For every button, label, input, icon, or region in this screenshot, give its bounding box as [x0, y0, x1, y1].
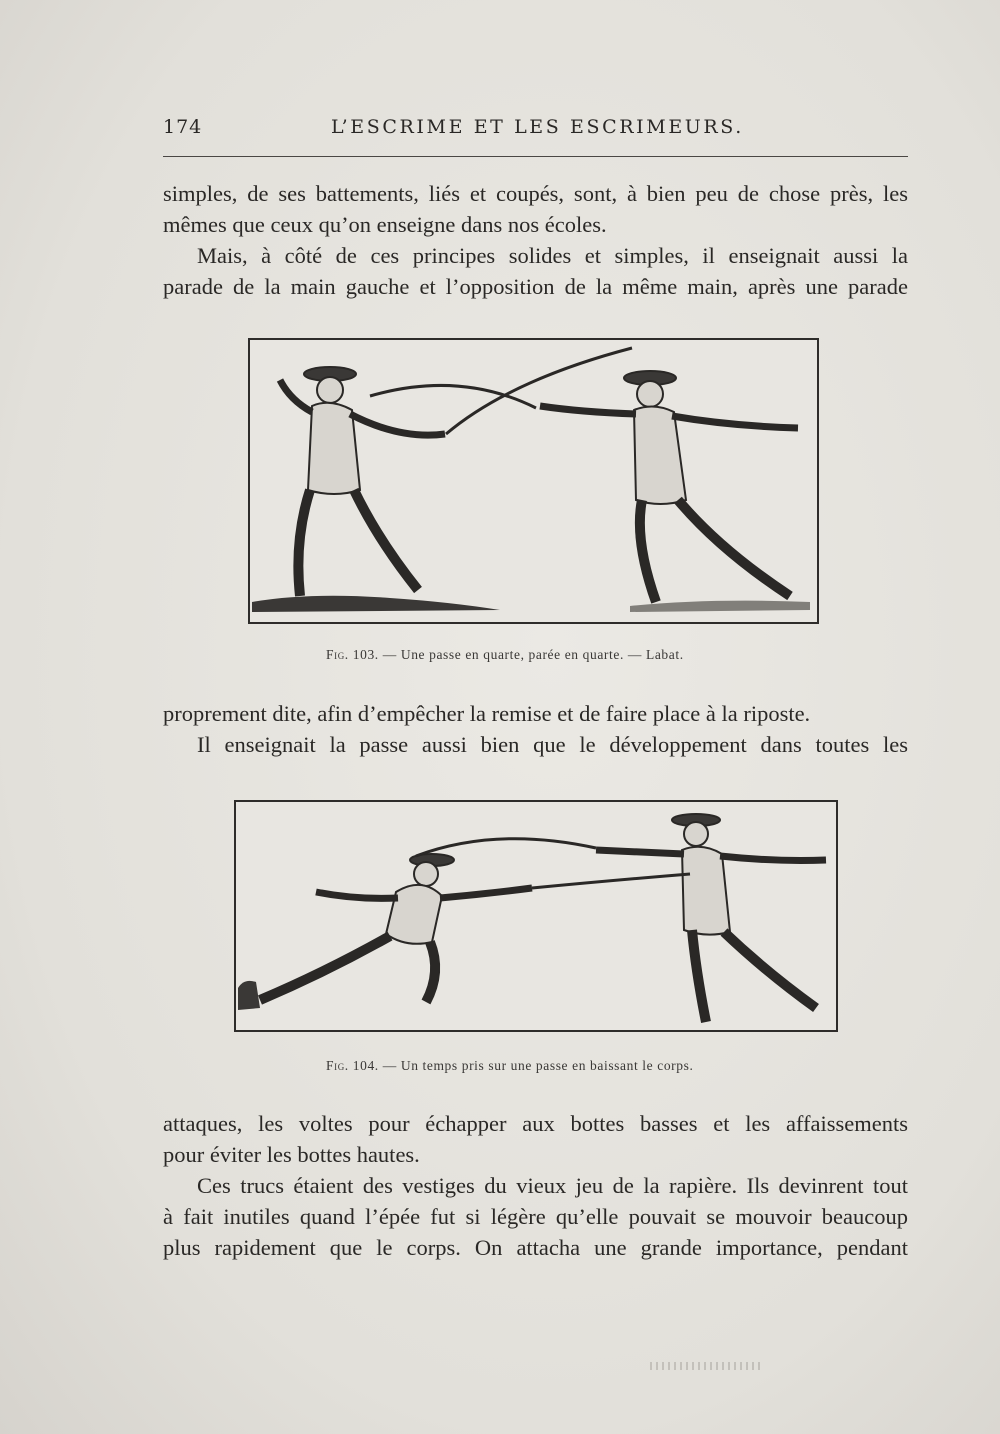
text-line: à fait inutiles quand l’épée fut si légère qu’elle pouvait se mouvoir beaucoup	[163, 1204, 908, 1229]
header-rule	[163, 156, 908, 157]
paragraph-3	[163, 698, 908, 729]
running-head	[163, 116, 908, 146]
text-line: Il enseignait la passe aussi bien que le développement dans toutes les	[197, 732, 908, 757]
text-line: Mais, à côté de ces principes solides et simples, il enseignait aussi la	[197, 243, 908, 268]
text-line: attaques, les voltes pour échapper aux bottes basses et les affaissements	[163, 1111, 908, 1136]
text-line: pour éviter les bottes hautes.	[163, 1142, 420, 1167]
figure-104-engraving	[234, 800, 838, 1032]
figure-label: Fig. 103.	[326, 647, 379, 662]
text-line: parade de la main gauche et l’opposition de la même main, après une parade	[163, 274, 908, 299]
paragraph-1	[163, 178, 908, 240]
text-line: plus rapidement que le corps. On attacha une grande importance, pendant	[163, 1235, 908, 1260]
fencers-illustration	[236, 802, 836, 1030]
running-title: L’ESCRIME ET LES ESCRIMEURS.	[331, 116, 744, 138]
text-line: simples, de ses battements, liés et coupés, sont, à bien peu de chose près, les	[163, 181, 908, 206]
figure-103-engraving	[248, 338, 819, 624]
text-line: Ces trucs étaient des vestiges du vieux jeu de la rapière. Ils devinrent tout	[197, 1173, 908, 1198]
figure-caption-text: — Un temps pris sur une passe en baissant le corps.	[382, 1058, 694, 1073]
paragraph-2	[163, 240, 908, 302]
figure-104-caption	[326, 1058, 693, 1074]
figure-caption-text: — Une passe en quarte, parée en quarte. — Labat.	[382, 647, 684, 662]
figure-103-caption	[326, 647, 684, 663]
fencers-illustration	[250, 340, 817, 622]
print-smudge	[650, 1362, 760, 1370]
text-line: proprement dite, afin d’empêcher la remise et de faire place à la riposte.	[163, 701, 811, 726]
paragraph-5	[163, 1108, 908, 1170]
figure-label: Fig. 104.	[326, 1058, 379, 1073]
page-number: 174	[163, 116, 203, 138]
text-line: mêmes que ceux qu’on enseigne dans nos écoles.	[163, 212, 607, 237]
paragraph-6	[163, 1170, 908, 1263]
paragraph-4	[163, 729, 908, 760]
